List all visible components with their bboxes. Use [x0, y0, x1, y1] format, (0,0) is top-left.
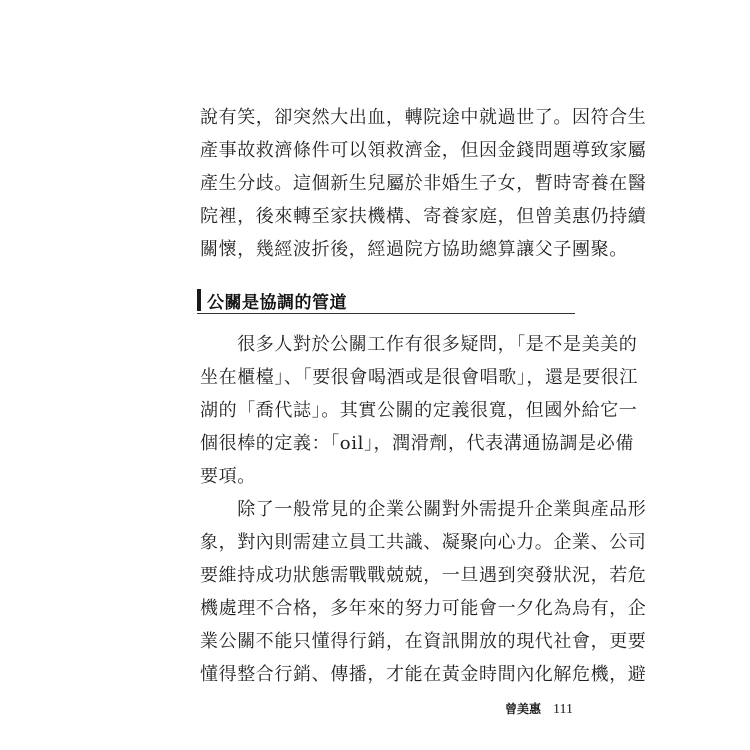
paragraph-3-line-6: 懂得整合行銷、傳播，才能在黃金時間內化解危機，避	[200, 664, 647, 685]
heading-underline-rule	[197, 313, 575, 314]
section-heading-text: 公關是協調的管道	[207, 292, 347, 313]
paragraph-2-line-1: 很多人對於公關工作有很多疑問，「是不是美美的	[200, 334, 638, 355]
paragraph-2-line-2: 坐在櫃檯」、「要很會喝酒或是很會唱歌」，還是要很江	[200, 367, 638, 388]
paragraph-2-line-5: 要項。	[200, 466, 256, 487]
paragraph-2-line-4: 個很棒的定義：「oil」，潤滑劑，代表溝通協調是必備	[200, 433, 634, 454]
section-heading	[197, 288, 347, 312]
paragraph-1-line-2: 產事故救濟條件可以領救濟金，但因金錢問題導致家屬	[200, 140, 647, 161]
paragraph-3-line-2: 象，對內則需建立員工共識、凝聚向心力。企業、公司	[200, 532, 647, 553]
paragraph-2-line-3: 湖的「喬代誌」。其實公關的定義很寬，但國外給它一	[200, 400, 638, 421]
paragraph-3-line-3: 要維持成功狀態需戰戰兢兢，一旦遇到突發狀況，若危	[200, 565, 647, 586]
heading-marker-bar	[197, 289, 201, 311]
footer-author-name: 曾美惠	[505, 702, 542, 716]
paragraph-1-line-4: 院裡，後來轉至家扶機構、寄養家庭，但曾美惠仍持續	[200, 206, 647, 227]
paragraph-3-line-5: 業公關不能只懂得行銷，在資訊開放的現代社會，更要	[200, 631, 647, 652]
paragraph-1-line-1: 說有笑，卻突然大出血，轉院途中就過世了。因符合生	[200, 107, 647, 128]
paragraph-1-line-3: 產生分歧。這個新生兒屬於非婚生子女，暫時寄養在醫	[200, 173, 647, 194]
page-number: 111	[553, 702, 573, 717]
paragraph-3-line-4: 機處理不合格，多年來的努力可能會一夕化為烏有，企	[200, 598, 647, 619]
page-footer	[505, 700, 573, 718]
paragraph-3-line-1: 除了一般常見的企業公關對外需提升企業與產品形	[200, 499, 647, 520]
paragraph-1-line-5: 關懷，幾經波折後，經過院方協助總算讓父子團聚。	[200, 239, 628, 260]
